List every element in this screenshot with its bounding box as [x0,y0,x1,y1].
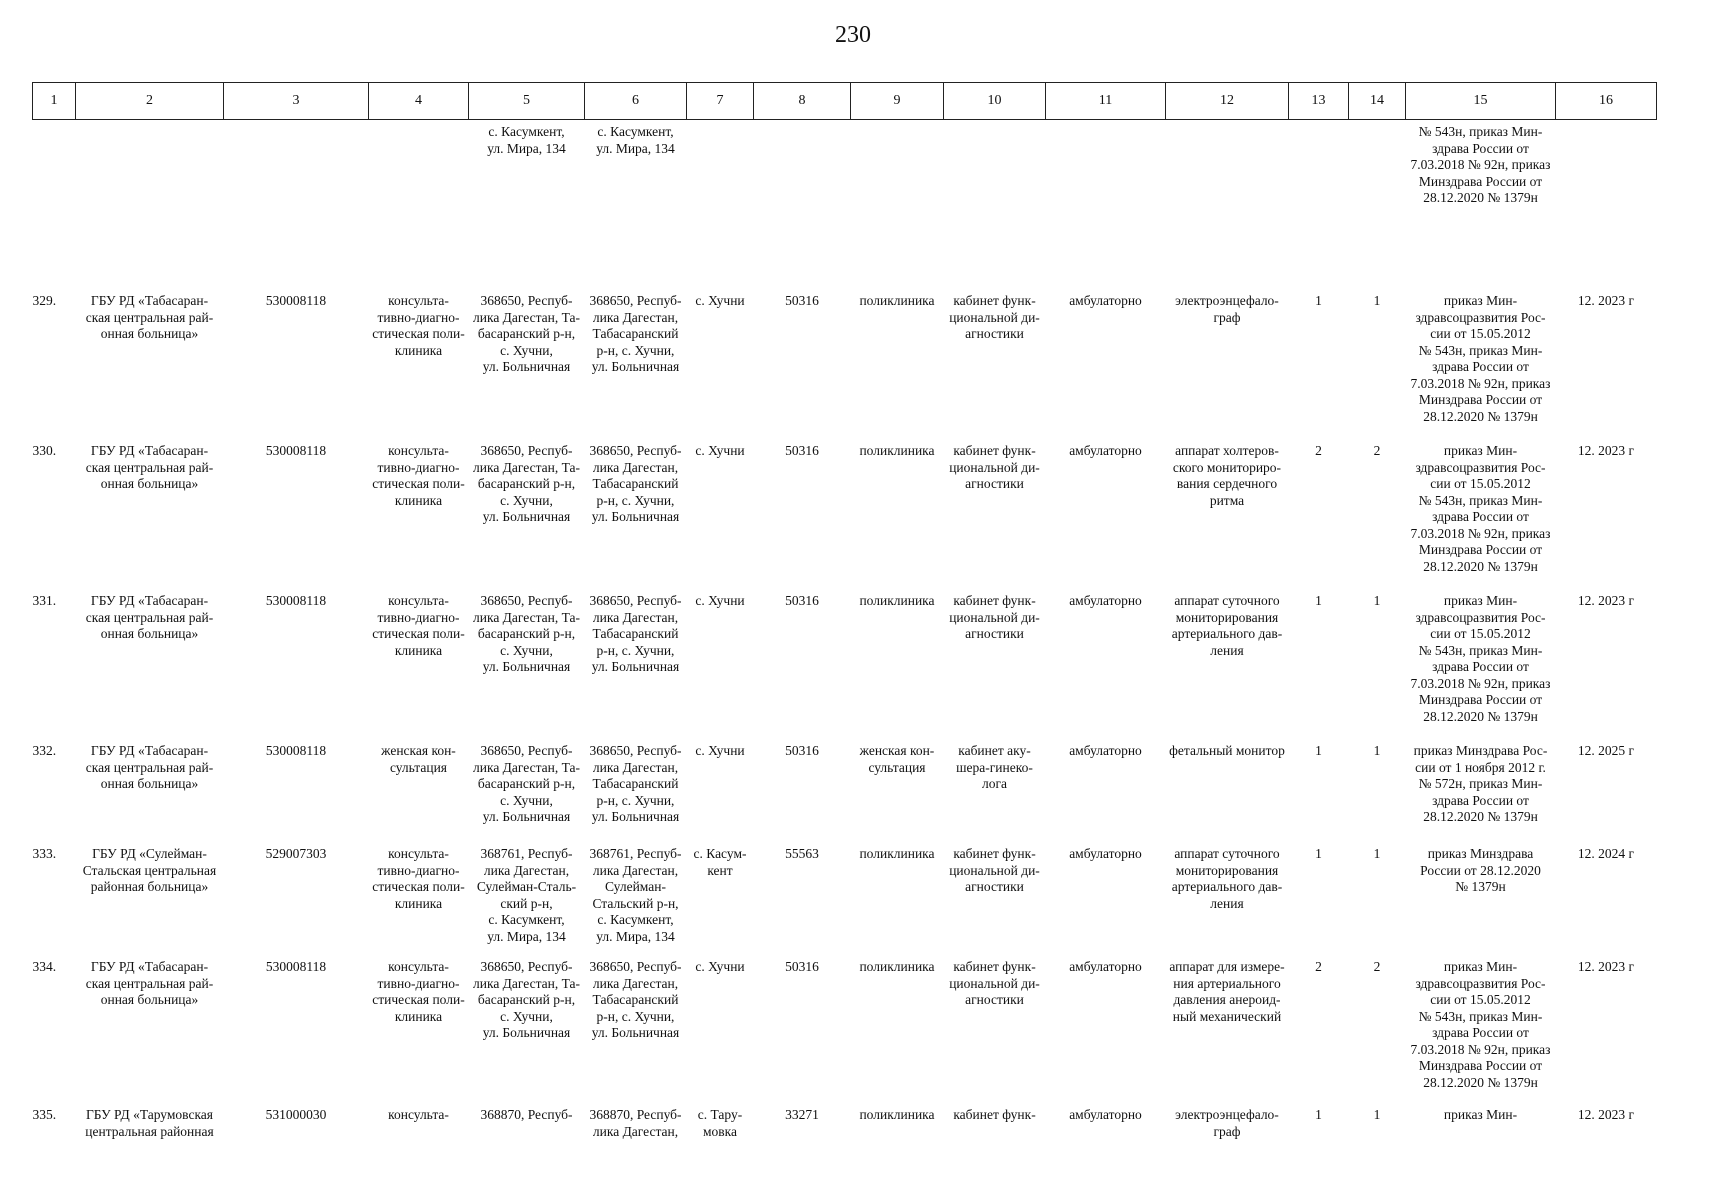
cell-number: 329. [32,293,57,308]
cell-unit: консульта- тивно-диагно- стическая поли- клиника [372,593,465,658]
column-header: 5 [469,83,585,120]
cell-quantity: 1 [1373,293,1381,308]
column-header: 3 [224,83,369,120]
table-row [33,949,1657,1097]
column-header: 2 [76,83,224,120]
column-header: 7 [687,83,754,120]
table-row [33,283,1657,433]
column-header: 10 [944,83,1046,120]
cell-type: поликлиника [859,443,935,458]
continuation-row [33,120,1657,284]
cell-organization: ГБУ РД «Табасаран- ская центральная рай- онная больница» [85,959,214,1007]
cell-cabinet: кабинет функ- циональной ди- агностики [949,443,1040,491]
cell-quantity: 2 [1315,959,1322,974]
cell-date: 12. 2023 г [1577,593,1635,608]
cell-basis: № 543н, приказ Мин- здрава России от 7.03.2018 № 92н, приказ Минздрава России от 28.12.2020 № 1379н [1410,124,1551,205]
cell-quantity: 2 [1373,443,1381,458]
cell-type: поликлиника [859,293,935,308]
cell-actual-address: 368761, Респуб- лика Дагестан, Сулейман- Стальский р-н, с. Касумкент, ул. Мира, 134 [589,846,682,944]
cell-settlement: с. Хучни [695,593,745,608]
cell-actual-address: 368650, Респуб- лика Дагестан, Табасаранский р-н, с. Хучни, ул. Больничная [589,959,682,1040]
cell-oktmo: 50316 [785,443,819,458]
cell-mode: амбулаторно [1069,743,1142,758]
cell-mode: амбулаторно [1069,959,1142,974]
column-header: 16 [1556,83,1657,120]
cell-equipment: фетальный монитор [1169,743,1285,758]
column-header: 6 [585,83,687,120]
column-header: 11 [1046,83,1166,120]
cell-basis: приказ Мин- [1443,1107,1518,1122]
cell-type: поликлиника [859,1107,935,1122]
cell-number: 331. [32,593,57,608]
cell-actual-address: 368650, Респуб- лика Дагестан, Табасаранский р-н, с. Хучни, ул. Больничная [589,743,682,824]
cell-quantity: 1 [1373,846,1381,861]
cell-mode: амбулаторно [1069,1107,1142,1122]
cell-type: поликлиника [859,593,935,608]
cell-basis: приказ Мин- здравсоцразвития Рос- сии от 15.05.2012 № 543н, приказ Мин- здрава России от 7.03.2018 № 92н, приказ Минздрава России от 28.12.2020 № 1379н [1410,593,1551,724]
cell-legal-address: 368650, Респуб- лика Дагестан, Та- басаранский р-н, с. Хучни, ул. Больничная [473,593,580,674]
cell-cabinet: кабинет функ- циональной ди- агностики [949,593,1040,641]
cell-unit: консульта- [388,1107,449,1122]
cell-number: 335. [32,1107,57,1122]
cell-code: 529007303 [265,846,327,861]
cell-cabinet: кабинет функ- циональной ди- агностики [949,959,1040,1007]
cell-quantity: 1 [1373,593,1381,608]
cell-date: 12. 2023 г [1577,959,1635,974]
cell-number: 333. [32,846,57,861]
cell-organization: ГБУ РД «Сулейман- Стальская центральная районная больница» [82,846,217,894]
cell-actual-address: 368650, Респуб- лика Дагестан, Табасаранский р-н, с. Хучни, ул. Больничная [589,443,682,524]
cell-legal-address: 368650, Респуб- лика Дагестан, Та- басаранский р-н, с. Хучни, ул. Больничная [473,293,580,374]
cell-basis: приказ Мин- здравсоцразвития Рос- сии от 15.05.2012 № 543н, приказ Мин- здрава России от 7.03.2018 № 92н, приказ Минздрава России от 28.12.2020 № 1379н [1410,443,1551,574]
cell-organization: ГБУ РД «Табасаран- ская центральная рай- онная больница» [85,743,214,791]
cell-equipment: аппарат суточного мониторирования артериального дав- ления [1171,593,1283,658]
cell-legal-address: 368870, Респуб- [480,1107,573,1122]
cell-basis: приказ Минздрава России от 28.12.2020 № 1379н [1420,846,1541,894]
cell-oktmo: 50316 [785,293,819,308]
cell-settlement: с. Хучни [695,959,745,974]
cell-quantity: 1 [1315,293,1322,308]
cell-unit: консульта- тивно-диагно- стическая поли- клиника [372,443,465,508]
cell-actual-address: 368870, Респуб- лика Дагестан, [589,1107,682,1139]
cell-type: поликлиника [859,959,935,974]
cell-settlement: с. Хучни [695,443,745,458]
cell-actual-address: 368650, Респуб- лика Дагестан, Табасаранский р-н, с. Хучни, ул. Больничная [589,293,682,374]
cell-oktmo: 50316 [785,593,819,608]
cell-legal-address: 368761, Респуб- лика Дагестан, Сулейман-Сталь- ский р-н, с. Касумкент, ул. Мира, 134 [476,846,577,944]
cell-date: 12. 2025 г [1577,743,1635,758]
cell-settlement: с. Хучни [695,743,745,758]
cell-quantity: 1 [1373,743,1381,758]
cell-legal-address: 368650, Респуб- лика Дагестан, Та- басаранский р-н, с. Хучни, ул. Больничная [473,443,580,524]
column-header: 1 [33,83,76,120]
column-header: 15 [1406,83,1556,120]
cell-code: 530008118 [265,593,327,608]
cell-number: 330. [32,443,57,458]
cell-settlement: с. Касум- кент [693,846,747,878]
cell-equipment: аппарат суточного мониторирования артериального дав- ления [1171,846,1283,911]
cell-unit: консульта- тивно-диагно- стическая поли- клиника [372,293,465,358]
cell-cabinet: кабинет функ- циональной ди- агностики [949,846,1040,894]
cell-oktmo: 55563 [785,846,819,861]
equipment-table [32,82,1657,1167]
column-header: 12 [1166,83,1289,120]
cell-code: 530008118 [265,743,327,758]
column-header: 14 [1349,83,1406,120]
cell-quantity: 2 [1315,443,1322,458]
cell-oktmo: 33271 [785,1107,819,1122]
cell-number: 332. [32,743,57,758]
cell-equipment: аппарат для измере- ния артериального давления анероид- ный механический [1169,959,1285,1024]
table-row [33,1097,1657,1167]
cell-code: 531000030 [265,1107,327,1122]
cell-date: 12. 2023 г [1577,1107,1635,1122]
cell-basis: приказ Минздрава Рос- сии от 1 ноября 2012 г. № 572н, приказ Мин- здрава России от 28.12.2020 № 1379н [1413,743,1548,824]
cell-actual-address: 368650, Респуб- лика Дагестан, Табасаранский р-н, с. Хучни, ул. Больничная [589,593,682,674]
cell-code: 530008118 [265,959,327,974]
cell-type: женская кон- сультация [859,743,935,775]
table-row [33,836,1657,949]
cell-mode: амбулаторно [1069,293,1142,308]
cell-date: 12. 2024 г [1577,846,1635,861]
cell-oktmo: 50316 [785,743,819,758]
cell-mode: амбулаторно [1069,593,1142,608]
cell-equipment: аппарат холтеров- ского мониториро- вания сердечного ритма [1172,443,1282,508]
cell-number: 334. [32,959,57,974]
cell-organization: ГБУ РД «Табасаран- ская центральная рай- онная больница» [85,443,214,491]
cell-code: 530008118 [265,293,327,308]
cell-settlement: с. Тару- мовка [697,1107,743,1139]
column-header: 13 [1289,83,1349,120]
cell-quantity: 1 [1315,593,1322,608]
cell-mode: амбулаторно [1069,443,1142,458]
cell-date: 12. 2023 г [1577,293,1635,308]
cell-basis: приказ Мин- здравсоцразвития Рос- сии от 15.05.2012 № 543н, приказ Мин- здрава России от 7.03.2018 № 92н, приказ Минздрава России от 28.12.2020 № 1379н [1410,293,1551,424]
cell-oktmo: 50316 [785,959,819,974]
cell-equipment: электроэнцефало- граф [1175,1107,1279,1139]
cell-actual-address: с. Касумкент, ул. Мира, 134 [596,124,675,156]
table-row [33,733,1657,836]
cell-mode: амбулаторно [1069,846,1142,861]
cell-type: поликлиника [859,846,935,861]
cell-basis: приказ Мин- здравсоцразвития Рос- сии от 15.05.2012 № 543н, приказ Мин- здрава России от 7.03.2018 № 92н, приказ Минздрава России от 28.12.2020 № 1379н [1410,959,1551,1090]
cell-date: 12. 2023 г [1577,443,1635,458]
cell-cabinet: кабинет аку- шера-гинеко- лога [956,743,1033,791]
cell-cabinet: кабинет функ- [953,1107,1036,1122]
cell-quantity: 1 [1315,743,1322,758]
cell-legal-address: с. Касумкент, ул. Мира, 134 [487,124,566,156]
cell-organization: ГБУ РД «Табасаран- ская центральная рай- онная больница» [85,593,214,641]
table-row [33,433,1657,583]
cell-legal-address: 368650, Респуб- лика Дагестан, Та- басаранский р-н, с. Хучни, ул. Больничная [473,743,580,824]
cell-quantity: 1 [1315,1107,1322,1122]
cell-quantity: 1 [1373,1107,1381,1122]
header-row [33,83,1657,120]
column-header: 8 [754,83,851,120]
cell-unit: консульта- тивно-диагно- стическая поли- клиника [372,959,465,1024]
cell-quantity: 1 [1315,846,1322,861]
cell-quantity: 2 [1373,959,1381,974]
table-row [33,583,1657,733]
column-header: 9 [851,83,944,120]
cell-cabinet: кабинет функ- циональной ди- агностики [949,293,1040,341]
cell-organization: ГБУ РД «Табасаран- ская центральная рай- онная больница» [85,293,214,341]
cell-settlement: с. Хучни [695,293,745,308]
cell-unit: женская кон- сультация [381,743,456,775]
cell-organization: ГБУ РД «Тарумовская центральная районная [85,1107,214,1139]
cell-legal-address: 368650, Респуб- лика Дагестан, Та- басаранский р-н, с. Хучни, ул. Больничная [473,959,580,1040]
cell-equipment: электроэнцефало- граф [1175,293,1279,325]
cell-code: 530008118 [265,443,327,458]
cell-unit: консульта- тивно-диагно- стическая поли- клиника [372,846,465,911]
column-header: 4 [369,83,469,120]
